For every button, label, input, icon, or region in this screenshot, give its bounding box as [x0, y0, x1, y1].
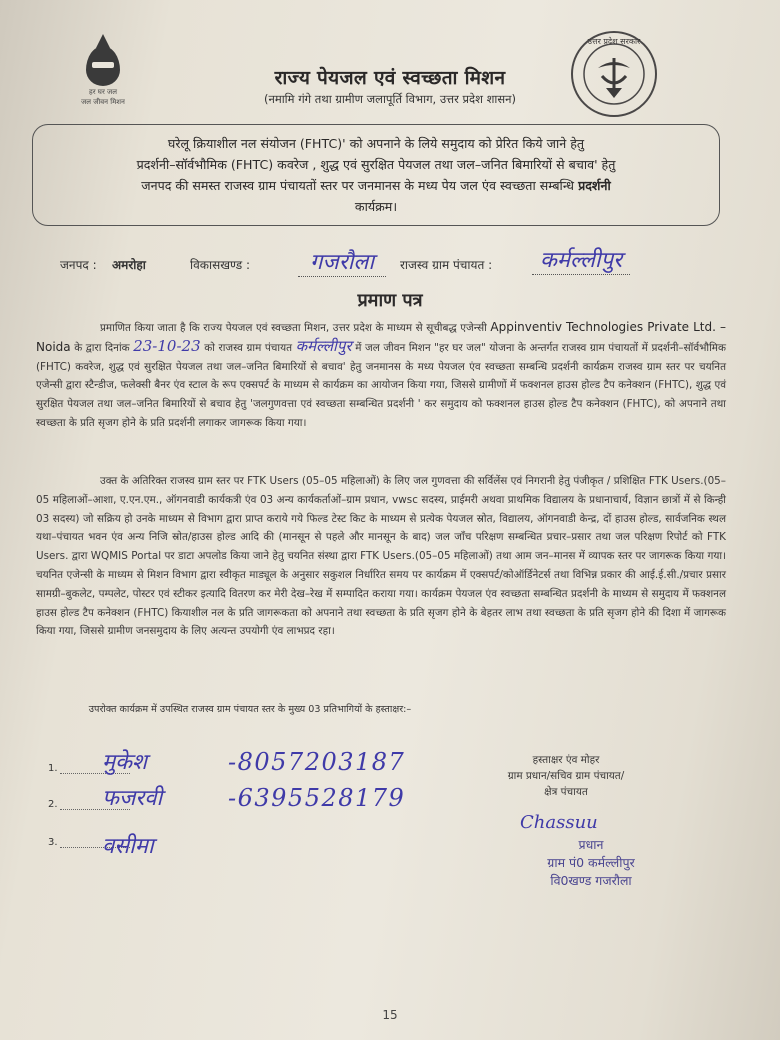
programme-description-box — [32, 124, 720, 226]
block-value: गजरौला — [298, 246, 386, 277]
programme-line: प्रदर्शनी–सॉर्वभौमिक (FHTC) कवरेज , शुद्ध एवं सुरक्षित पेयजल तथा जल–जनित बिमारियों से बचाव' हेतु — [136, 157, 616, 172]
programme-line — [47, 175, 705, 196]
para1-text-b: के द्वारा दिनांक — [74, 341, 130, 354]
official-role-label: ग्राम प्रधान/सचिव ग्राम पंचायत/ — [507, 770, 625, 782]
para1-text-c: को राजस्व ग्राम पंचायत — [204, 341, 293, 354]
para1-text-a: प्रमाणित किया जाता है कि राज्य पेयजल एवं स्वच्छता मिशन, उत्तर प्रदेश के माध्यम से सूचीबद्ध एजेन्सी — [100, 322, 487, 334]
seal-text: उत्तर प्रदेश सरकार — [587, 37, 641, 46]
logo-tagline: जल जीवन मिशन — [81, 98, 125, 106]
participant-number: 2. — [48, 799, 58, 810]
event-date: 23-10-23 — [133, 336, 201, 355]
agency-name: Appinventiv Technologies Private Ltd. – Noida — [36, 320, 726, 354]
panchayat-label: राजस्व ग्राम पंचायत : — [400, 258, 493, 272]
department-subtitle: (नमामि गंगे तथा ग्रामीण जलापूर्ति विभाग, उत्तर प्रदेश शासन) — [263, 92, 517, 106]
panchayat-handwritten: कर्मल्लीपुर — [295, 336, 352, 355]
mission-title: राज्य पेयजल एवं स्वच्छता मिशन — [274, 67, 506, 89]
page-number: 15 — [382, 1008, 398, 1022]
participant-number: 1. — [48, 763, 58, 774]
programme-line-text: जनपद की समस्त राजस्व ग्राम पंचायतों स्तर पर जनमानस के मध्य पेय जल एंव स्वच्छता सम्बन्धि — [141, 178, 579, 193]
block-label: विकासखण्ड : — [190, 258, 251, 272]
official-signature: Chassuu — [520, 812, 598, 833]
area-label: क्षेत्र पंचायत — [544, 786, 588, 798]
stamp-line: प्रधान — [578, 837, 604, 852]
participant-row — [36, 780, 456, 814]
participant-number: 3. — [48, 837, 58, 848]
district-label: जनपद : — [60, 258, 97, 272]
participants-note: उपरोक्त कार्यक्रम में उपस्थित राजस्व ग्राम पंचायत स्तर के मुख्य 03 प्रतिभागियों के हस्ताक्षर:– — [88, 704, 412, 715]
participant-name: मुकेश — [102, 750, 148, 775]
participant-name: वसीमा — [102, 834, 154, 859]
certificate-paragraph-2: उक्त के अतिरिक्त राजस्व ग्राम स्तर पर FTK Users (05–05 महिलाओं) के लिए जल गुणवत्ता की सर्विलेंस एवं निगरानी हेतु पंजीकृत / प्रशिक्षित FTK Users.(05–05 महिलाओं–आशा, ए.एन.एम., ऑगनवाडी कार्यकत्री एंव 03 अन्य कार्यकर्ताओं–ग्राम प्रधान, vwsc सदस्य, प्राईमरी अथवा प्राथमिक विद्यालय के प्रधानाचार्य, विज्ञान छात्रों में से किन्ही 03 सदस्य) जो सक्रिय हो उनके माध्यम से विभाग द्वारा प्राप्त कराये गये फिल्ड टेस्ट किट के माध्यम से प्रत्येक पेयजल स्रोत, विद्यालय, ऑगनवाडी केन्द्र, दों हाउस होल्ड, सार्वजनिक स्थल यथा–पंचायत भवन एंव अन्य निजि स्रोत/हाउस होल्ड आदि की (मानसून से पहले और मानसून के बाद) जल जाँच परिक्षण सम्बन्धित प्रचार–प्रसार तथा जल परिक्षण रिपोर्ट को FTK Users. द्वारा WQMIS Portal पर डाटा अपलोड किया जाने हेतु चयनित संस्था द्वारा FTK Users.(05–05 महिलाओं) तथा आम जन–मानस में व्यापक स्तर पर जागरूक किया गया। चयनित एजेन्सी के माध्यम से मिशन विभाग द्वारा स्वीकृत माड्यूल के अनुसार सकुशल निर्धारित समय पर कार्यक्रम में एक्सपर्ट/कोऑर्डिनेटर्स तथा विभिन्न प्रकार की आई.ई.सी./प्रचार प्रसार सामग्री–बुकलेट, पम्पलेट, पोस्टर एवं स्टीकर इत्यादि वितरण कर मेरी देख–रेख में सम्पादित कराया गया। कार्यक्रम पेयजल एंव स्वच्छता सम्बन्धित प्रदर्शनी के माध्यम से समुदाय में फक्शनल हाउस होल्ड टैप कनेक्शन (FHTC) कियाशील नल के प्रति जागरूकता को अपनाने तथा स्वच्छता के प्रति सृजग होने के बेहतर लाभ तथा स्वच्छता के प्रति सृजग होने की दिशा में जागरूक किया गया, जिससे ग्रामीण जनसमुदाय के लिए अत्यन्त उपयोगी एंव लाभप्रद रहा। — [36, 475, 727, 638]
official-stamp-labels — [476, 752, 656, 800]
participant-phone: -6395528179 — [228, 784, 406, 812]
participant-phone: -8057203187 — [228, 748, 406, 776]
stamp-line: वि0खण्ड गजरौला — [550, 873, 632, 888]
participant-row — [36, 818, 456, 859]
logo-name: हर घर जल — [89, 88, 117, 96]
para1-text-d: में जल जीवन मिशन "हर घर जल" योजना के अन्तर्गत राजस्व ग्राम पंचायतों में प्रदर्शनी–सॉर्वभौमिक (FHTC) कवरेज, शुद्ध एवं सुरक्षित पेयजल तथा जल–जनित बिमारियों से बचाव' हेतु जनमानस के मध्य पेयजल एंव स्वच्छता सम्बन्धि प्रदर्शनी कार्यक्रम राजस्व ग्राम स्तर पर चयनित एजेन्सी द्वारा स्टैन्डीज, फलेक्सी बैनर एंव स्टाल के रूप एक्सपर्ट के माध्यम से कार्यक्रम का आयोजन किया गया, जिससे ग्रामीणों में फक्शनल हाउस होल्ड टैप कनेक्शन (FHTC), शुद्ध एवं सुरक्षित पेयजल तथा जल–जनित बिमारियों से बचाव हेतु 'जलगुणवत्ता एवं स्वच्छता सम्बन्धित प्रदर्शनी ' कर समुदाय को फक्शनल हाउस होल्ड टैप कनेक्शन (FHTC), को अपनाने तथा स्वच्छता के प्रति सृजग होने के प्रति प्रदर्शनी लगाकर जागरूक किया गया। — [36, 341, 726, 429]
participant-row — [36, 744, 456, 778]
programme-line: कार्यक्रम। — [354, 199, 398, 214]
stamp-line: ग्राम पं0 कर्मल्लीपुर — [547, 855, 635, 870]
certificate-paragraph-1 — [36, 318, 726, 433]
participant-name: फजरवी — [102, 786, 163, 811]
district-value: अमरोहा — [112, 258, 146, 272]
signature-seal-label: हस्ताक्षर एंव मोहर — [532, 754, 600, 766]
programme-line: घरेलू क्रियाशील नल संयोजन (FHTC)' को अपनाने के लिये समुदाय को प्रेरित किये जाने हेतु — [167, 136, 585, 151]
certificate-title: प्रमाण पत्र — [357, 290, 423, 311]
panchayat-value: कर्मल्लीपुर — [532, 244, 630, 275]
programme-line-bold: प्रदर्शनी — [578, 178, 611, 193]
